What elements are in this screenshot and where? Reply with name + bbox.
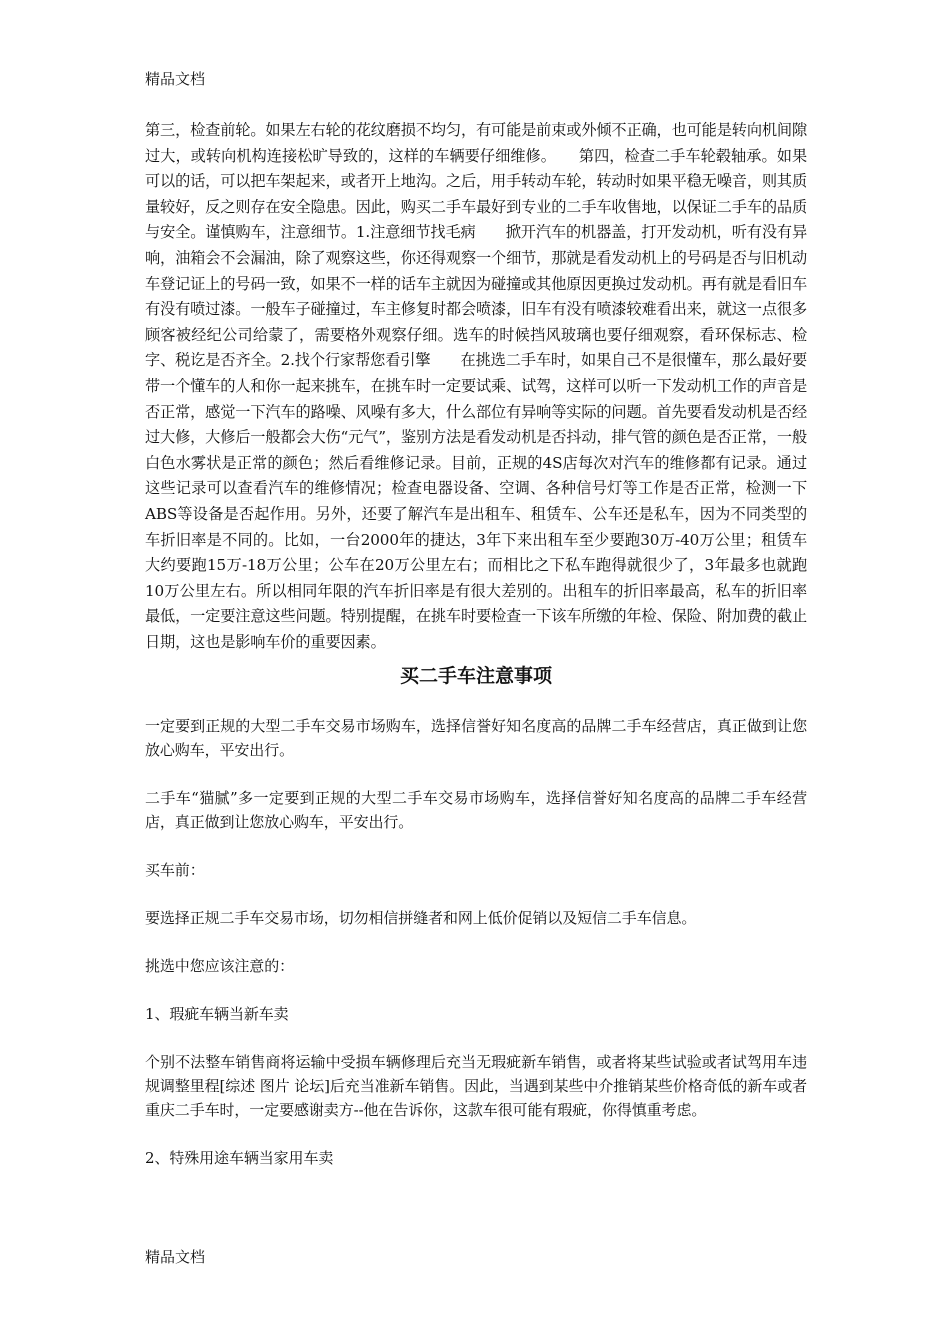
paragraph-attention: 挑选中您应该注意的： [145,957,295,975]
page-header: 精品文档 [145,70,206,88]
paragraph-tricks: 二手车“猫腻”多一定要到正规的大型二手车交易市场购车，选择信誉好知名度高的品牌二手车经营店，真正做到让您放心购车，平安出行。 [145,789,807,831]
paragraph-choose-market: 要选择正规二手车交易市场，切勿相信拼缝者和网上低价促销以及短信二手车信息。 [145,909,697,927]
list-heading-1: 1、瑕疵车辆当新车卖 [145,1005,289,1023]
list-heading-2: 2、特殊用途车辆当家用车卖 [145,1149,334,1167]
paragraph-advice: 一定要到正规的大型二手车交易市场购车，选择信誉好知名度高的品牌二手车经营店，真正做到让您放心购车，平安出行。 [145,717,807,759]
section-title: 买二手车注意事项 [399,665,552,687]
paragraph-flawed-vehicles: 个别不法整车销售商将运输中受损车辆修理后充当无瑕疵新车销售，或者将某些试验或者试驾用车违规调整里程[综述 图片 论坛]后充当准新车销售。因此，当遇到某些中介推销某些价格奇低的新车或者重庆二手车时，一定要感谢卖方--他在告诉你，这款车很可能有瑕疵，你得慎重考虑。 [145,1053,807,1119]
page-footer: 精品文档 [145,1248,206,1266]
intro-paragraph: 第三，检查前轮。如果左右轮的花纹磨损不均匀，有可能是前束或外倾不正确，也可能是转向机间隙过大，或转向机构连接松旷导致的，这样的车辆要仔细维修。 第四，检查二手车轮毂轴承。如果可以的话，可以把车架起来，或者开上地沟。之后，用手转动车轮，转动时如果平稳无噪音，则其质量较好，反之则存在安全隐患。因此，购买二手车最好到专业的二手车收售地，以保证二手车的品质与安全。谨慎购车，注意细节。1.注意细节找毛病 掀开汽车的机器盖，打开发动机，听有没有异响，油箱会不会漏油，除了观察这些，你还得观察一个细节，那就是看发动机上的号码是否与旧机动车登记证上的号码一致，如果不一样的话车主就因为碰撞或其他原因更换过发动机。再有就是看旧车有没有喷过漆。一般车子碰撞过，车主修复时都会喷漆，旧车有没有喷漆较难看出来，就这一点很多顾客被经纪公司给蒙了，需要格外观察仔细。选车的时候挡风玻璃也要仔细观察，看环保标志、检字、税讫是否齐全。2.找个行家帮您看引擎 在挑选二手车时，如果自己不是很懂车，那么最好要带一个懂车的人和你一起来挑车，在挑车时一定要试乘、试驾，这样可以听一下发动机工作的声音是否正常，感觉一下汽车的路噪、风噪有多大，什么部位有异响等实际的问题。首先要看发动机是否经过大修，大修后一般都会大伤“元气”，鉴别方法是看发动机是否抖动，排气管的颜色是否正常，一般白色水雾状是正常的颜色；然后看维修记录。目前，正规的4S店每次对汽车的维修都有记录。通过这些记录可以查看汽车的维修情况；检查电器设备、空调、各种信号灯等工作是否正常，检测一下ABS等设备是否起作用。另外，还要了解汽车是出租车、租赁车、公车还是私车，因为不同类型的车折旧率是不同的。比如，一台2000年的捷达，3年下来出租车至少要跑30万-40万公里；租赁车大约要跑15万-18万公里；公车在20万公里左右；而相比之下私车跑得就很少了，3年最多也就跑10万公里左右。所以相同年限的汽车折旧率是有很大差别的。出租车的折旧率最高，私车的折旧率最低，一定要注意这些问题。特别提醒，在挑车时要检查一下该车所缴的年检、保险、附加费的截止日期，这也是影响车价的重要因素。 [145,121,807,651]
article-body [145,714,807,1194]
paragraph-before-buying: 买车前： [145,861,205,879]
